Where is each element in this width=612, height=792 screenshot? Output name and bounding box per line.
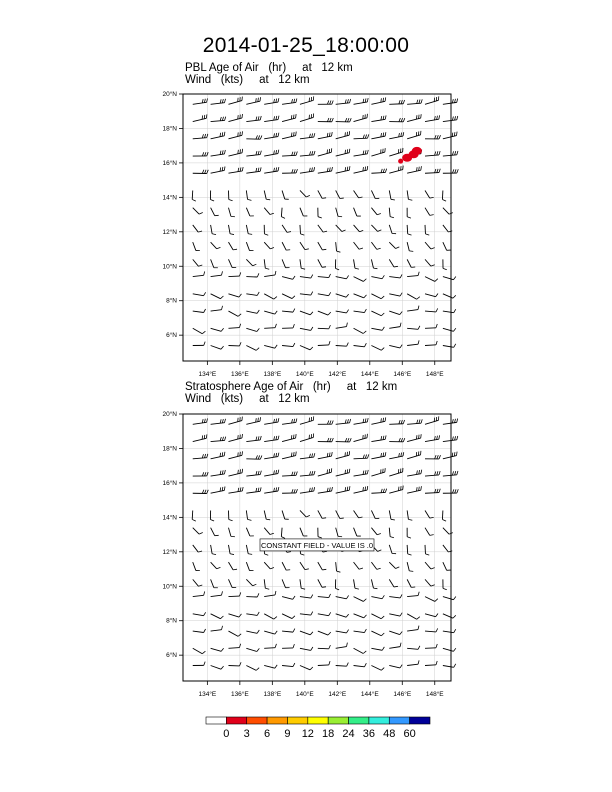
lon-tick-label: 144°E: [360, 691, 379, 698]
lon-tick-label: 138°E: [263, 371, 282, 378]
lat-tick-label: 18°N: [162, 125, 177, 133]
lon-tick-label: 146°E: [393, 691, 412, 698]
lon-tick-label: 134°E: [198, 691, 217, 698]
colorbar-label: 60: [403, 728, 416, 740]
lon-tick-label: 138°E: [263, 691, 282, 698]
colorbar-cell: [287, 717, 307, 724]
colorbar-cell: [349, 717, 369, 724]
lat-tick-label: 12°N: [162, 228, 177, 236]
colorbar-cell: [247, 717, 267, 724]
colorbar-label: 18: [322, 728, 335, 740]
lat-tick-label: 14°N: [162, 514, 177, 522]
panel2-title-line1: Stratosphere Age of Air (hr) at 12 km: [185, 381, 398, 393]
lon-tick-label: 140°E: [295, 371, 314, 378]
panel1-title-line1: PBL Age of Air (hr) at 12 km: [185, 62, 353, 74]
lat-tick-label: 14°N: [162, 194, 177, 202]
colorbar-label: 3: [243, 728, 250, 740]
lat-tick-label: 8°N: [166, 617, 177, 625]
lat-tick-label: 16°N: [162, 479, 177, 487]
lon-tick-label: 140°E: [295, 691, 314, 698]
colorbar-cell: [410, 717, 430, 724]
lat-tick-label: 8°N: [166, 297, 177, 305]
lat-tick-label: 20°N: [162, 411, 177, 418]
lon-tick-label: 148°E: [425, 371, 444, 378]
colorbar-label: 6: [264, 728, 271, 740]
colorbar-cell: [267, 717, 287, 724]
constant-field-text: CONSTANT FIELD - VALUE IS .0: [260, 540, 374, 550]
panel2-title-line2: Wind (kts) at 12 km: [185, 393, 310, 405]
lat-tick-label: 16°N: [162, 159, 177, 167]
lat-tick-label: 10°N: [162, 583, 177, 591]
lon-tick-label: 144°E: [360, 371, 379, 378]
colorbar-label: 9: [284, 728, 291, 740]
colorbar-cell: [308, 717, 328, 724]
colorbar-cell: [369, 717, 389, 724]
colorbar-label: 36: [362, 728, 376, 740]
lat-tick-label: 18°N: [162, 445, 177, 453]
lon-tick-label: 134°E: [198, 371, 217, 378]
colorbar-label: 24: [342, 728, 355, 740]
lat-tick-label: 10°N: [162, 263, 177, 271]
lat-tick-label: 20°N: [162, 91, 177, 98]
colorbar-label: 48: [383, 728, 396, 740]
colorbar-cell: [226, 717, 246, 724]
lat-tick-label: 6°N: [166, 332, 177, 340]
colorbar-label: 0: [223, 728, 230, 740]
lon-tick-label: 142°E: [328, 371, 347, 378]
colorbar-cell: [389, 717, 409, 724]
colorbar-cell: [206, 717, 226, 724]
lon-tick-label: 148°E: [425, 691, 444, 698]
lon-tick-label: 142°E: [328, 691, 347, 698]
lon-tick-label: 136°E: [230, 691, 249, 698]
lon-tick-label: 136°E: [230, 371, 249, 378]
colorbar-cell: [328, 717, 348, 724]
colorbar-label: 12: [301, 728, 314, 740]
main-title: 2014-01-25_18:00:00: [202, 34, 410, 57]
panel1-title-line2: Wind (kts) at 12 km: [185, 74, 310, 86]
lat-tick-label: 12°N: [162, 548, 177, 556]
lat-tick-label: 6°N: [166, 652, 177, 660]
lon-tick-label: 146°E: [393, 371, 412, 378]
